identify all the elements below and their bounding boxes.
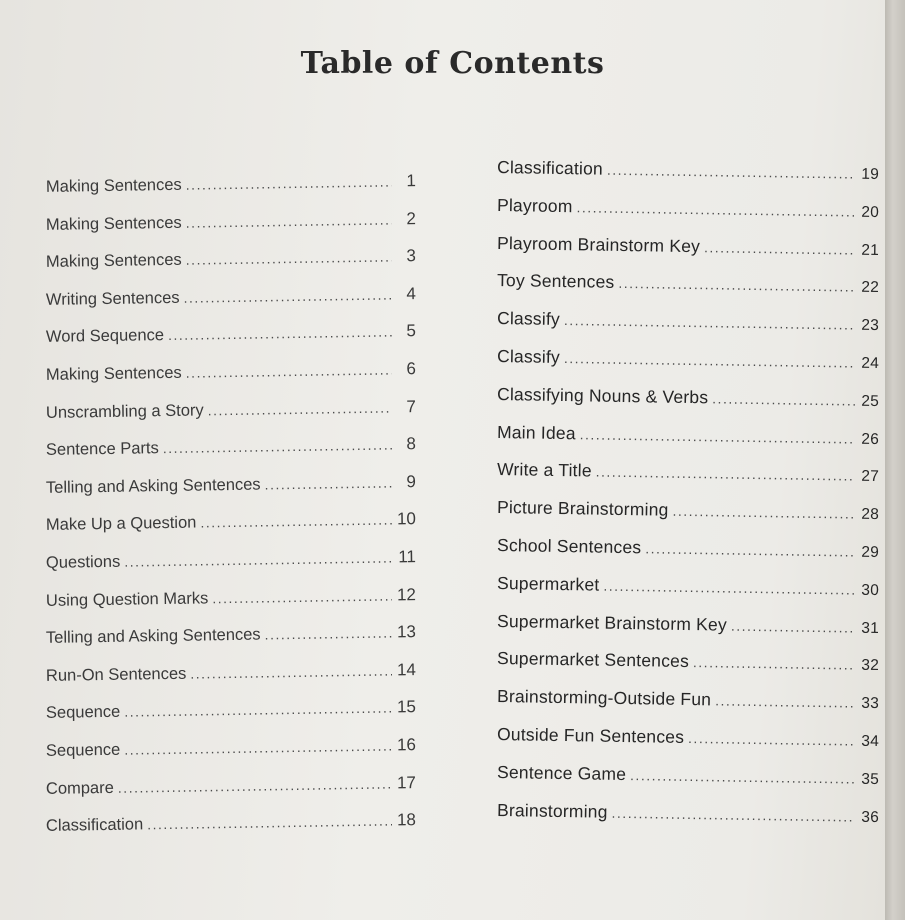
toc-entry [46,209,416,241]
toc-entry-title: Supermarket [496,572,600,595]
toc-entry-page-number: 36 [861,808,880,826]
toc-entry [497,233,879,265]
toc-entry-page-number: 16 [396,735,417,755]
toc-entry-page-number: 6 [406,359,417,379]
dot-leader [147,813,392,833]
toc-entry-title: Classification [45,815,144,836]
dot-leader [645,540,855,559]
dot-leader [576,199,855,219]
toc-entry [497,611,879,643]
dot-leader [603,577,855,597]
dot-leader [704,239,855,257]
toc-entry [46,660,416,692]
toc-entry-title: Main Idea [496,421,576,443]
toc-entry-page-number: 27 [861,468,880,486]
dot-leader [186,249,392,268]
dot-leader [200,512,392,531]
dot-leader [715,693,855,711]
toc-entry-title: Make Up a Question [45,513,197,535]
toc-entry-title: Sentence Game [496,761,627,784]
dot-leader [212,587,392,606]
toc-entry-title: Playroom [496,194,573,216]
toc-entry-title: Making Sentences [45,175,182,196]
dot-leader [124,700,392,720]
dot-leader [124,549,392,569]
dot-leader [163,437,392,457]
toc-entry-title: Writing Sentences [45,288,180,309]
toc-entry-page-number: 22 [861,279,880,297]
toc-entry [497,422,879,454]
toc-entry-page-number: 28 [861,505,880,524]
toc-entry-page-number: 17 [396,772,417,792]
toc-entry-page-number: 5 [406,321,417,341]
dot-leader [618,275,855,295]
toc-entry-title: Supermarket Sentences [496,648,690,672]
toc-entry-title: Word Sequence [45,326,165,347]
toc-entry-page-number: 20 [861,203,880,221]
toc-entry-title: Classifying Nouns & Verbs [496,383,709,408]
dot-leader [118,775,392,795]
toc-entry-page-number: 21 [861,241,880,259]
toc-entry-title: Picture Brainstorming [496,497,669,520]
book-page-edge [885,0,905,920]
dot-leader [630,767,855,787]
toc-entry-page-number: 7 [406,396,417,416]
toc-entry-page-number: 3 [406,246,417,266]
dot-leader [731,617,855,635]
toc-entry-page-number: 14 [396,659,417,680]
toc-entry-page-number: 9 [406,471,417,492]
toc-entry-title: Write a Title [496,459,592,481]
toc-entry [46,773,416,805]
toc-entry-page-number: 1 [406,171,417,191]
toc-entry-title: School Sentences [496,535,642,558]
dot-leader [124,737,392,757]
toc-entry-title: Making Sentences [45,250,182,272]
toc-entry-title: Playroom Brainstorm Key [496,232,701,256]
toc-entry-page-number: 25 [861,392,880,410]
toc-entry-title: Classification [496,157,604,179]
toc-entry-page-number: 11 [398,547,417,567]
toc-entry [46,284,416,316]
dot-leader [264,474,392,492]
toc-entry-page-number: 29 [861,543,880,561]
toc-entry-title: Telling and Asking Sentences [45,625,261,648]
toc-entry-page-number: 33 [861,694,880,713]
toc-entry-page-number: 34 [861,732,880,750]
toc-entry-page-number: 4 [406,283,417,304]
toc-entry-title: Making Sentences [45,213,182,234]
toc-entry-page-number: 8 [406,434,417,454]
toc-entry-page-number: 15 [396,697,417,717]
dot-leader [611,804,855,824]
dot-leader [183,286,392,305]
toc-entry-title: Telling and Asking Sentences [45,475,261,497]
toc-entry [46,472,416,504]
toc-entry-title: Run-On Sentences [45,664,187,685]
toc-entry-title: Using Question Marks [45,588,209,610]
toc-entry-title: Sequence [45,740,121,760]
dot-leader [672,503,855,522]
toc-entry [46,585,416,617]
toc-entry-page-number: 26 [861,430,880,448]
toc-entry-page-number: 2 [406,208,417,228]
dot-leader [168,324,392,344]
toc-entry-title: Sequence [45,703,121,723]
toc-entry-title: Classify [496,308,561,330]
toc-entry-page-number: 13 [396,622,417,642]
toc-entry-title: Unscrambling a Story [45,401,204,422]
toc-entry-page-number: 32 [861,657,880,675]
dot-leader [712,390,855,408]
dot-leader [607,162,855,182]
toc-entry [46,397,416,429]
toc-entry-title: Toy Sentences [496,270,615,293]
dot-leader [564,350,855,371]
toc-entry-page-number: 35 [861,770,880,788]
toc-entry-title: Compare [45,778,114,798]
toc-entry-title: Questions [45,552,121,572]
toc-entry-page-number: 30 [861,581,880,599]
toc-entry-page-number: 10 [396,509,417,529]
toc-entry-title: Brainstorming [496,799,608,822]
dot-leader [186,173,392,192]
toc-entry-title: Outside Fun Sentences [496,724,685,747]
toc-entry-page-number: 23 [861,316,880,335]
dot-leader [688,730,855,749]
toc-entry-page-number: 31 [861,619,880,637]
toc-entry-title: Brainstorming-Outside Fun [496,686,712,710]
toc-entry-page-number: 18 [396,810,417,830]
dot-leader [596,464,856,484]
toc-entry-title: Sentence Parts [45,439,159,460]
toc-entry-page-number: 12 [396,584,417,604]
toc-entry-page-number: 24 [861,354,880,372]
dot-leader [208,399,392,418]
toc-entry-title: Supermarket Brainstorm Key [496,610,728,635]
dot-leader [186,361,392,380]
toc-entry-page-number: 19 [861,165,880,183]
dot-leader [693,654,855,673]
dot-leader [264,625,392,643]
page-title: Table of Contents [300,46,605,82]
dot-leader [580,426,856,446]
dot-leader [190,662,392,681]
toc-entry-title: Classify [496,346,561,367]
dot-leader [186,211,392,230]
dot-leader [564,312,855,333]
toc-entry-title: Making Sentences [45,363,182,384]
toc-entry [497,800,879,832]
